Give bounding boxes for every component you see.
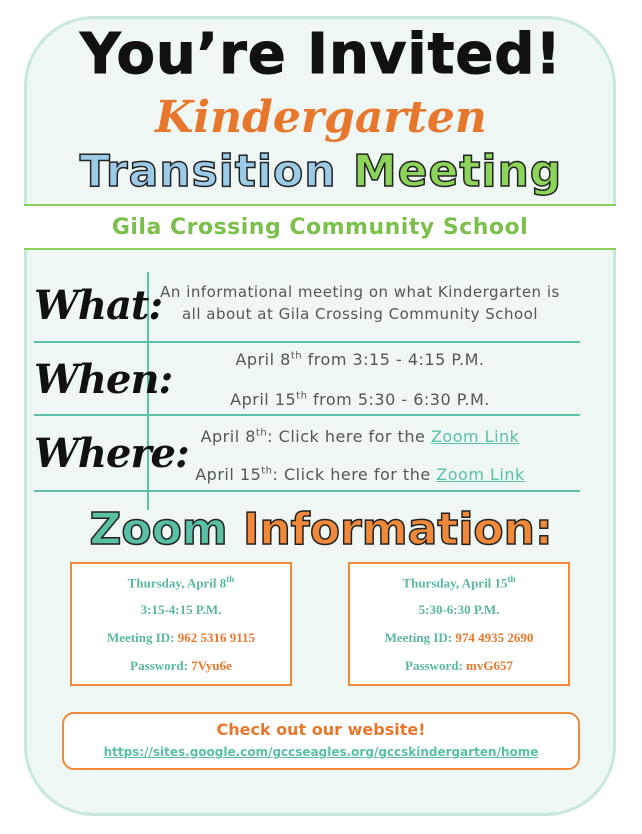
where-line-1: April 8th: Click here for the Zoom Link	[200, 427, 520, 446]
website-box	[62, 712, 580, 770]
website-title: Check out our website!	[216, 720, 426, 739]
details-divider-2	[34, 414, 580, 416]
zoom-heading-word-2: Information:	[242, 504, 553, 555]
zoom-box-date: Thursday, April 15th	[402, 574, 516, 591]
what-label: What:	[34, 282, 163, 329]
zoom-box-password: Password: 7Vyu6e	[130, 658, 232, 673]
zoom-heading-word-1: Zoom	[89, 504, 228, 555]
zoom-box-meeting-id: Meeting ID: 974 4935 2690	[384, 630, 534, 645]
details-divider-3	[34, 490, 580, 492]
where-line-2: April 15th: Click here for the Zoom Link	[195, 465, 525, 484]
zoom-box-time: 3:15-4:15 P.M.	[140, 602, 222, 617]
zoom-link-april-15[interactable]: Zoom Link	[436, 465, 525, 484]
website-link[interactable]: https://sites.google.com/gccseagles.org/gccskindergarten/home	[103, 745, 539, 759]
zoom-info-box-april-15	[348, 562, 570, 686]
meeting-title	[0, 146, 642, 197]
details-divider-1	[34, 341, 580, 343]
zoom-box-password: Password: mvG657	[405, 658, 513, 673]
school-name: Gila Crossing Community School	[111, 214, 529, 240]
zoom-info-box-april-8	[70, 562, 292, 686]
when-line-1: April 8th from 3:15 - 4:15 P.M.	[235, 350, 485, 369]
zoom-box-date: Thursday, April 8th	[127, 574, 235, 591]
what-line-1: An informational meeting on what Kindergarten is	[160, 283, 560, 301]
title-word-transition: Transition	[79, 146, 337, 197]
zoom-box-meeting-id: Meeting ID: 962 5316 9115	[106, 630, 256, 645]
grade-heading: Kindergarten	[155, 92, 487, 143]
zoom-link-april-8[interactable]: Zoom Link	[430, 427, 520, 446]
invite-heading: You’re Invited!	[80, 22, 562, 87]
when-line-2: April 15th from 5:30 - 6:30 P.M.	[230, 390, 490, 409]
what-line-2: all about at Gila Crossing Community School	[181, 305, 539, 323]
where-label: Where:	[34, 430, 189, 477]
title-word-meeting: Meeting	[352, 146, 563, 197]
when-label: When:	[34, 356, 173, 403]
school-name-band	[24, 204, 616, 250]
zoom-heading	[0, 504, 642, 555]
zoom-box-time: 5:30-6:30 P.M.	[418, 602, 500, 617]
